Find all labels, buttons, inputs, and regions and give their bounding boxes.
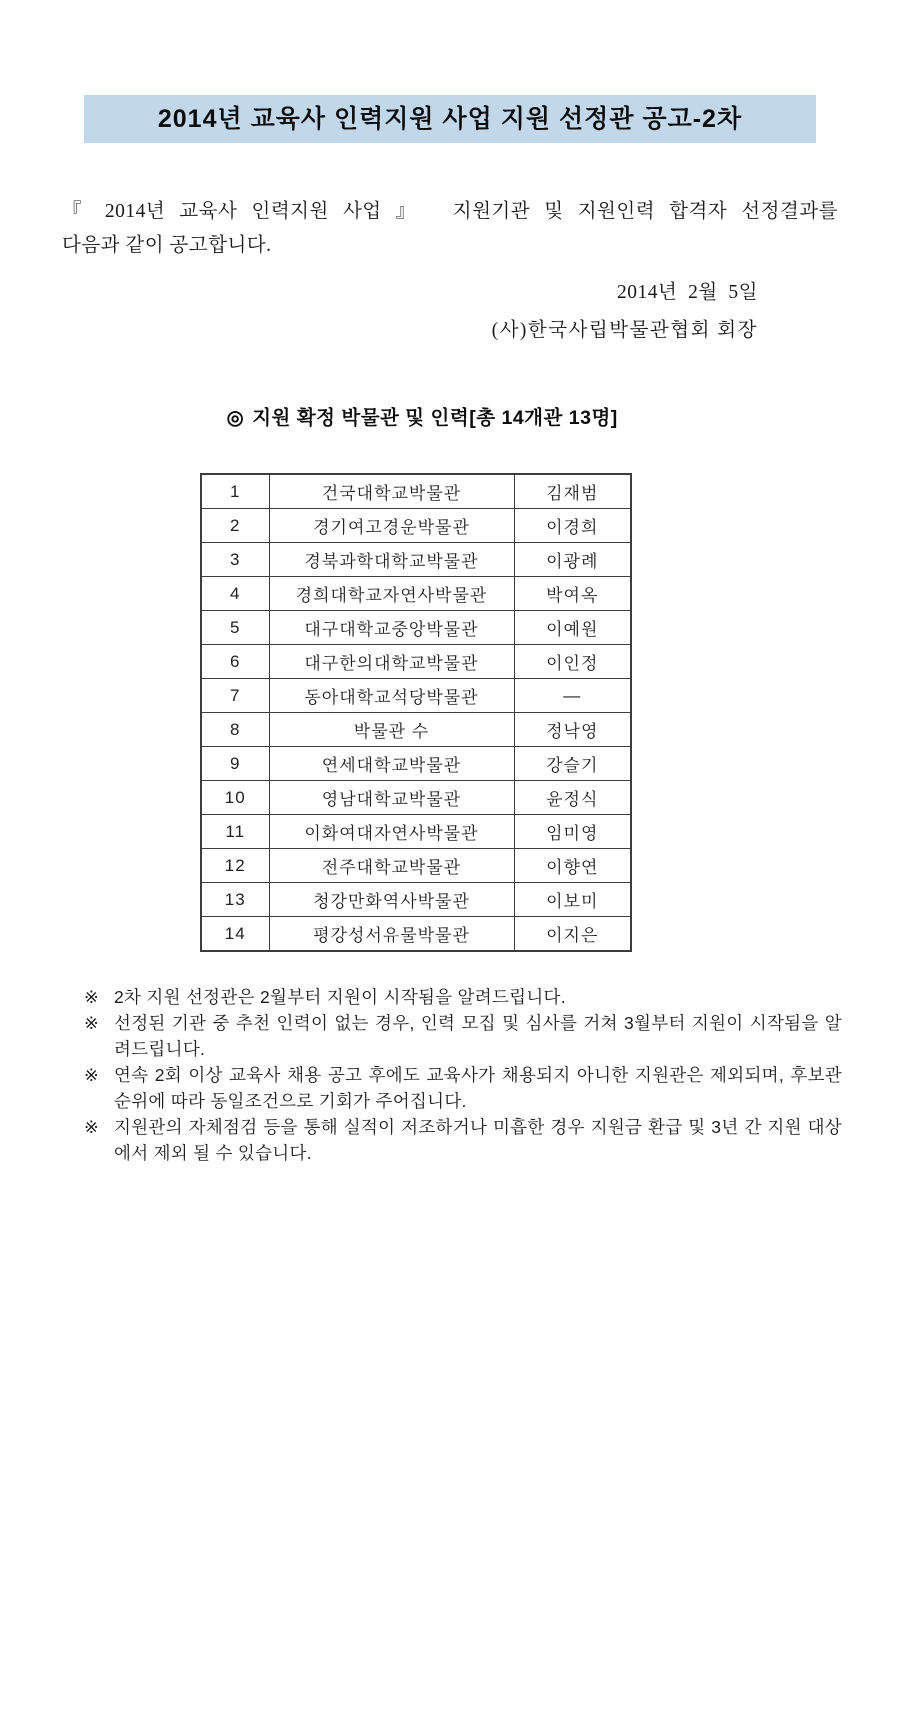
row-number-cell: 6 bbox=[201, 645, 269, 679]
signature-organization: (사)한국사립박물관협회 회장 bbox=[491, 320, 758, 341]
museum-name-cell: 대구대학교중앙박물관 bbox=[269, 611, 514, 645]
footnote-item bbox=[84, 1114, 842, 1166]
museum-name-cell: 연세대학교박물관 bbox=[269, 747, 514, 781]
section-heading bbox=[203, 379, 900, 453]
footnote-text: 선정된 기관 중 추천 인력이 없는 경우, 인력 모집 및 심사를 거쳐 3월부터 지원이 시작됨을 알려드립니다. bbox=[114, 1013, 842, 1059]
row-number-cell: 1 bbox=[201, 474, 269, 509]
person-name-cell: 이경희 bbox=[514, 509, 631, 543]
reference-mark-icon: ※ bbox=[84, 1117, 99, 1137]
row-number-cell: 5 bbox=[201, 611, 269, 645]
museum-name-cell: 경기여고경운박물관 bbox=[269, 509, 514, 543]
reference-mark-icon: ※ bbox=[84, 1065, 99, 1085]
person-name-cell: 김재범 bbox=[514, 474, 631, 509]
museum-name-cell: 평강성서유물박물관 bbox=[269, 917, 514, 952]
intro-line-2: 다음과 같이 공고합니다. bbox=[62, 235, 272, 256]
museum-table-body bbox=[201, 474, 631, 951]
museum-name-cell: 경희대학교자연사박물관 bbox=[269, 577, 514, 611]
row-number-cell: 14 bbox=[201, 917, 269, 952]
person-name-cell: 이인정 bbox=[514, 645, 631, 679]
museum-name-cell: 영남대학교박물관 bbox=[269, 781, 514, 815]
footnote-text: 연속 2회 이상 교육사 채용 공고 후에도 교육사가 채용되지 아니한 지원관은 제외되며, 후보관 순위에 따라 동일조건으로 기회가 주어집니다. bbox=[114, 1065, 842, 1111]
museum-name-cell: 동아대학교석당박물관 bbox=[269, 679, 514, 713]
museum-name-cell: 박물관 수 bbox=[269, 713, 514, 747]
museum-name-cell: 청강만화역사박물관 bbox=[269, 883, 514, 917]
reference-mark-icon: ※ bbox=[84, 987, 99, 1007]
footnote-item bbox=[84, 1010, 842, 1062]
table-row bbox=[201, 781, 631, 815]
person-name-cell: 정낙영 bbox=[514, 713, 631, 747]
table-row bbox=[201, 543, 631, 577]
person-name-cell: 윤정식 bbox=[514, 781, 631, 815]
intro-paragraph bbox=[62, 195, 838, 263]
table-row bbox=[201, 883, 631, 917]
row-number-cell: 13 bbox=[201, 883, 269, 917]
person-name-cell: 이지은 bbox=[514, 917, 631, 952]
section-heading-text: 지원 확정 박물관 및 인력[총 14개관 13명] bbox=[252, 407, 618, 429]
person-name-cell: 이향연 bbox=[514, 849, 631, 883]
museum-name-cell: 전주대학교박물관 bbox=[269, 849, 514, 883]
row-number-cell: 10 bbox=[201, 781, 269, 815]
row-number-cell: 3 bbox=[201, 543, 269, 577]
person-name-cell: 이광례 bbox=[514, 543, 631, 577]
row-number-cell: 4 bbox=[201, 577, 269, 611]
reference-mark-icon: ※ bbox=[84, 1013, 99, 1033]
table-row bbox=[201, 645, 631, 679]
person-name-cell: 이보미 bbox=[514, 883, 631, 917]
table-row bbox=[201, 713, 631, 747]
museum-table bbox=[200, 473, 632, 952]
person-name-cell: 임미영 bbox=[514, 815, 631, 849]
museum-name-cell: 경북과학대학교박물관 bbox=[269, 543, 514, 577]
row-number-cell: 12 bbox=[201, 849, 269, 883]
person-name-cell: 이예원 bbox=[514, 611, 631, 645]
person-name-cell: 박여옥 bbox=[514, 577, 631, 611]
row-number-cell: 2 bbox=[201, 509, 269, 543]
museum-name-cell: 건국대학교박물관 bbox=[269, 474, 514, 509]
museum-name-cell: 이화여대자연사박물관 bbox=[269, 815, 514, 849]
row-number-cell: 7 bbox=[201, 679, 269, 713]
museum-name-cell: 대구한의대학교박물관 bbox=[269, 645, 514, 679]
title-banner bbox=[84, 95, 816, 143]
footnote-item bbox=[84, 984, 842, 1010]
table-row bbox=[201, 679, 631, 713]
document-title: 2014년 교육사 인력지원 사업 지원 선정관 공고-2차 bbox=[157, 105, 743, 133]
table-row bbox=[201, 747, 631, 781]
table-row bbox=[201, 577, 631, 611]
footnote-item bbox=[84, 1062, 842, 1114]
person-name-cell: 강슬기 bbox=[514, 747, 631, 781]
table-row bbox=[201, 917, 631, 952]
table-row bbox=[201, 849, 631, 883]
announcement-date: 2014년 2월 5일 bbox=[616, 282, 758, 303]
table-row bbox=[201, 509, 631, 543]
footnote-text: 지원관의 자체점검 등을 통해 실적이 저조하거나 미흡한 경우 지원금 환급 및 3년 간 지원 대상에서 제외 될 수 있습니다. bbox=[114, 1117, 842, 1163]
row-number-cell: 8 bbox=[201, 713, 269, 747]
table-row bbox=[201, 474, 631, 509]
row-number-cell: 11 bbox=[201, 815, 269, 849]
intro-line-1: 『 2014년 교육사 인력지원 사업 』 지원기관 및 지원인력 합격자 선정결과를 bbox=[62, 201, 838, 222]
person-name-cell: — bbox=[514, 679, 631, 713]
footnotes bbox=[84, 984, 842, 1166]
footnote-text: 2차 지원 선정관은 2월부터 지원이 시작됨을 알려드립니다. bbox=[114, 987, 566, 1007]
table-row bbox=[201, 611, 631, 645]
table-row bbox=[201, 815, 631, 849]
bullseye-marker-icon: ◎ bbox=[226, 407, 245, 429]
row-number-cell: 9 bbox=[201, 747, 269, 781]
